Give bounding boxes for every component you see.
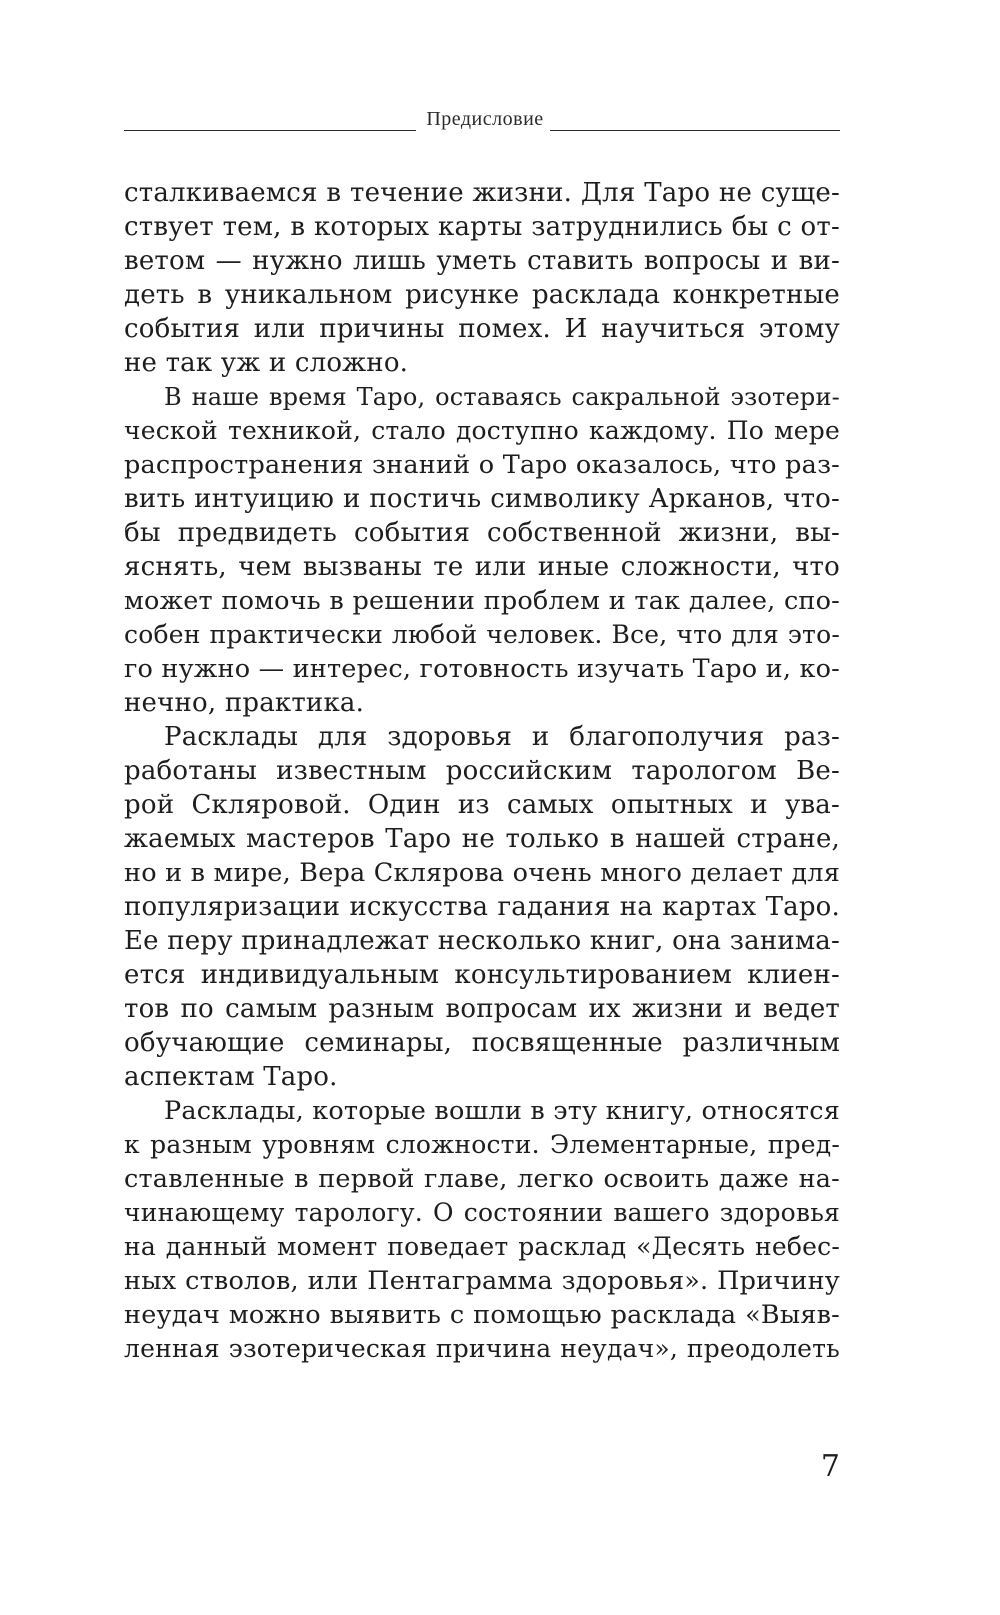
text-line: аспектам Таро. — [124, 1062, 338, 1092]
text-line: яснять, чем вызваны те или иные сложности, что — [124, 552, 840, 582]
text-line: жаемых мастеров Таро не только в нашей стране, — [124, 824, 840, 854]
text-line: популяризации искусства гадания на картах Таро. — [124, 892, 840, 922]
text-line: неудач можно выявить с помощью расклада «Выяв- — [124, 1300, 840, 1330]
text-line: Ее перу принадлежат несколько книг, она занима- — [124, 926, 840, 956]
text-line: события или причины помех. И научиться этому — [124, 314, 840, 344]
text-line: ствует тем, в которых карты затруднились бы с от- — [124, 212, 840, 242]
text-line: Расклады, которые вошли в эту книгу, относятся — [164, 1096, 840, 1126]
text-line: В наше время Таро, оставаясь сакральной эзотери- — [164, 383, 840, 411]
text-line: не так уж и сложно. — [124, 348, 409, 378]
running-head-title: Предисловие — [426, 108, 544, 130]
running-head-rule-right — [550, 130, 840, 131]
text-line: чинающему тарологу. О состоянии вашего здоровья — [124, 1198, 840, 1227]
text-line: ческой техникой, стало доступно каждому. По мере — [124, 416, 840, 445]
text-line: на данный момент поведает расклад «Десять небес- — [124, 1232, 840, 1261]
text-line: сталкиваемся в течение жизни. Для Таро не суще- — [124, 178, 840, 208]
text-line: ется индивидуальным консультированием клиен- — [124, 960, 840, 990]
text-line: нечно, практика. — [124, 688, 365, 718]
paragraph-1 — [124, 176, 840, 380]
paragraph-3 — [124, 720, 840, 1094]
paragraph-4 — [124, 1094, 840, 1366]
text-line: ленная эзотерическая причина неудач», преодолеть — [124, 1334, 840, 1363]
text-line: ных стволов, или Пентаграмма здоровья». Причину — [124, 1266, 840, 1296]
text-line: го нужно — интерес, готовность изучать Таро и, ко- — [124, 654, 840, 684]
text-line: но и в мире, Вера Склярова очень много делает для — [124, 858, 840, 888]
text-line: вить интуицию и постичь символику Арканов, что- — [124, 484, 840, 514]
text-line: собен практически любой человек. Все, что для это- — [124, 620, 840, 649]
paragraph-2 — [124, 380, 840, 720]
page-number: 7 — [820, 1449, 840, 1484]
text-line: тов по самым разным вопросам их жизни и ведет — [124, 994, 840, 1024]
text-line: обучающие семинары, посвященные различным — [124, 1028, 840, 1058]
text-line: может помочь в решении проблем и так далее, спо- — [124, 586, 840, 616]
running-head — [124, 108, 840, 142]
text-line: рой Скляровой. Один из самых опытных и ува- — [124, 790, 840, 820]
text-line: ветом — нужно лишь уметь ставить вопросы и ви- — [124, 246, 840, 276]
text-line: бы предвидеть события собственной жизни, вы- — [124, 518, 840, 548]
text-line: деть в уникальном рисунке расклада конкретные — [124, 280, 840, 310]
body-text — [124, 176, 840, 1366]
text-line: к разным уровням сложности. Элементарные, пред- — [124, 1130, 840, 1159]
text-line: ставленные в первой главе, легко освоить даже на- — [124, 1164, 840, 1194]
text-line: работаны известным российским тарологом Ве- — [124, 756, 840, 786]
text-line: Расклады для здоровья и благополучия раз- — [164, 722, 840, 752]
text-line: распространения знаний о Таро оказалось, что раз- — [124, 450, 840, 480]
running-head-rule-left — [124, 130, 416, 131]
